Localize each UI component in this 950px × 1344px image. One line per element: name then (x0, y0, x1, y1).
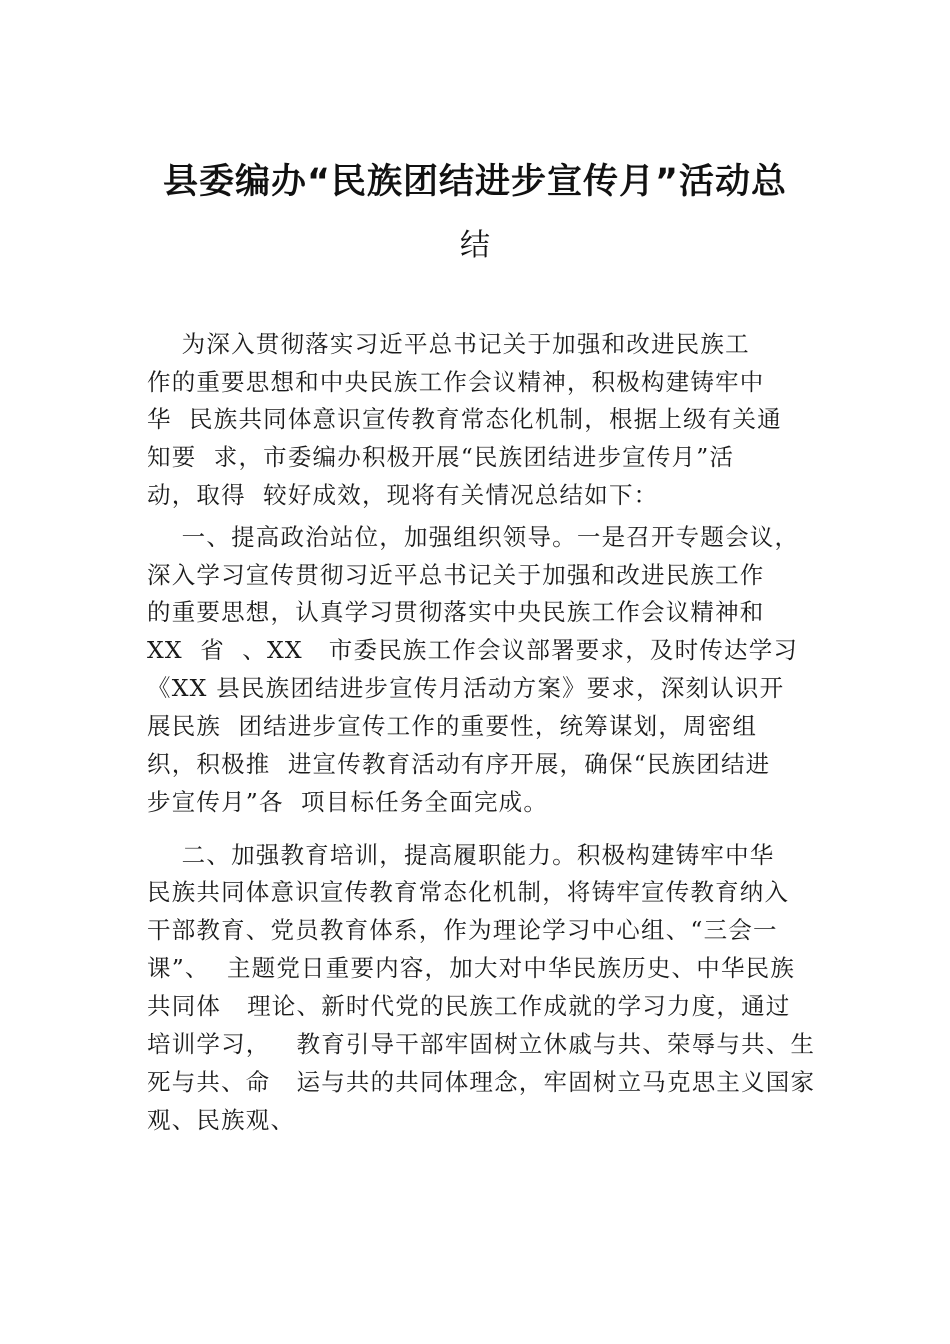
body-line: 织，积极推 进宣传教育活动有序开展，确保“民族团结进 (147, 750, 771, 778)
body-line: 步宣传月”各 项目标任务全面完成。 (147, 788, 549, 816)
body-line: 深入学习宣传贯彻习近平总书记关于加强和改进民族工作 (147, 561, 765, 589)
body-line: 为深入贯彻落实习近平总书记关于加强和改进民族工 (147, 330, 750, 358)
body-line: 《XX 县民族团结进步宣传月活动方案》要求，深刻认识开 (147, 674, 785, 702)
body-line: 作的重要思想和中央民族工作会议精神，积极构建铸牢中 (147, 368, 765, 396)
document-title-continuation: 结 (460, 228, 490, 263)
body-line: 展民族 团结进步宣传工作的重要性，统筹谋划，周密组 (147, 712, 758, 740)
body-line: 动，取得 较好成效，现将有关情况总结如下： (147, 481, 659, 509)
body-line: 课”、 主题党日重要内容，加大对中华民族历史、中华民族 (147, 954, 796, 982)
body-line: 一、提高政治站位，加强组织领导。一是召开专题会议， (147, 523, 800, 551)
body-line: 二、加强教育培训，提高履职能力。积极构建铸牢中华 (147, 841, 775, 869)
body-line: 共同体 理论、新时代党的民族工作成就的学习力度，通过 (147, 992, 791, 1020)
body-line: 的重要思想，认真学习贯彻落实中央民族工作会议精神和 (147, 598, 765, 626)
body-line: 华 民族共同体意识宣传教育常态化机制，根据上级有关通 (147, 405, 782, 433)
body-line: 干部教育、党员教育体系，作为理论学习中心组、“三会一 (147, 916, 778, 944)
body-line: 培训学习， 教育引导干部牢固树立休戚与共、荣辱与共、生 (147, 1030, 816, 1058)
body-line: 观、民族观、 (147, 1106, 296, 1134)
body-line: XX 省 、XX 市委民族工作会议部署要求，及时传达学习 (147, 636, 799, 664)
body-line: 知要 求，市委编办积极开展“民族团结进步宣传月”活 (147, 443, 735, 471)
body-line: 民族共同体意识宣传教育常态化机制，将铸牢宣传教育纳入 (147, 878, 790, 906)
document-title: 县委编办“民族团结进步宣传月”活动总 (162, 162, 787, 202)
body-line: 死与共、命 运与共的共同体理念，牢固树立马克思主义国家 (147, 1068, 816, 1096)
